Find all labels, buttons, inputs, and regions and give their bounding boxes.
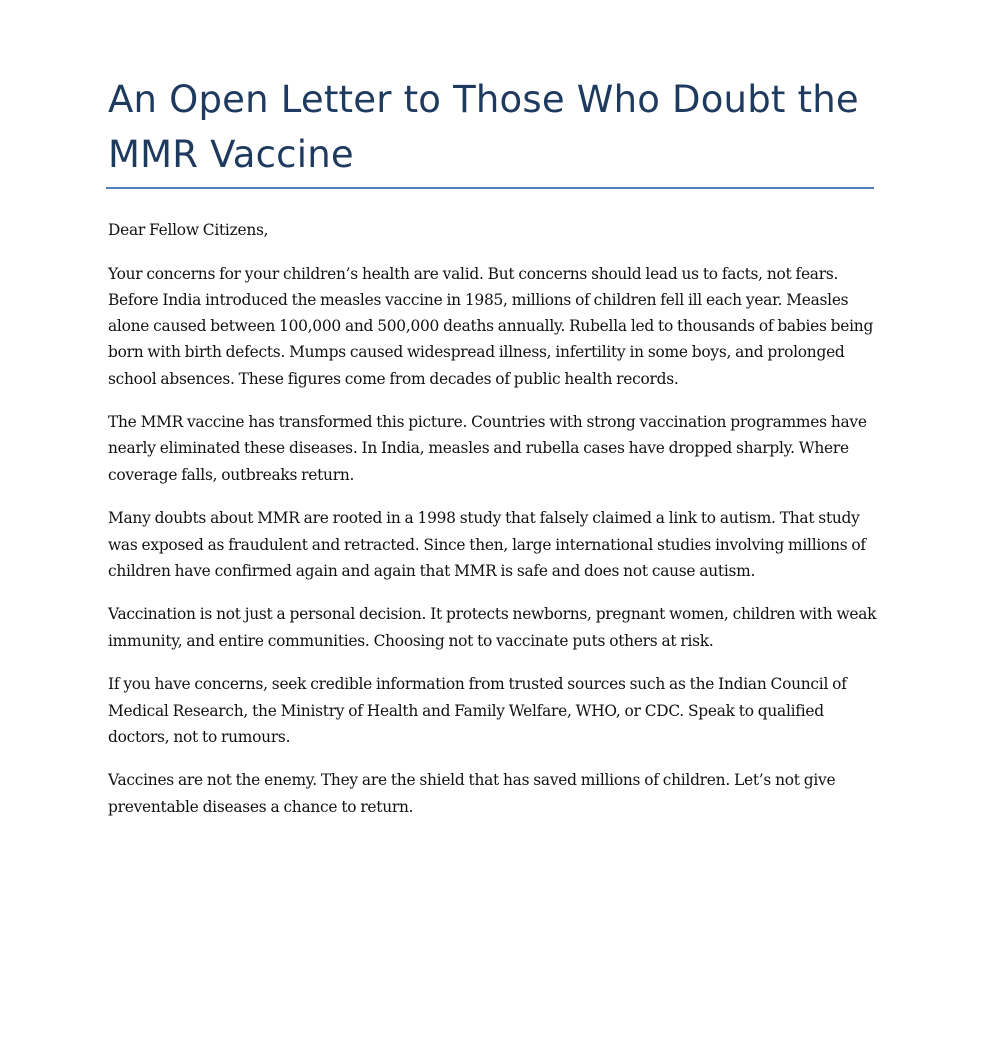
paragraph: Vaccination is not just a personal decision. It protects newborns, pregnant women, children with weak immunity, and entire communities. Choosing not to vaccinate puts others at risk. xyxy=(108,605,877,650)
paragraph: Many doubts about MMR are rooted in a 1998 study that falsely claimed a link to autism. That study was exposed as fraudulent and retracted. Since then, large international studies involving millions of children have confirmed again and again that MMR is safe and does not cause autism. xyxy=(108,509,866,580)
paragraph: Vaccines are not the enemy. They are the shield that has saved millions of children. Let’s not give preventable diseases a chance to return. xyxy=(108,771,836,816)
title-underline-rule xyxy=(106,187,874,189)
paragraph: Your concerns for your children’s health are valid. But concerns should lead us to facts, not fears. Before India introduced the measles vaccine in 1985, millions of children fell ill each year. Measles alone caused between 100,000 and 500,000 deaths annually. Rubella led to thousands of babies being born with birth defects. Mumps caused widespread illness, infertility in some boys, and prolonged school absences. These figures come from decades of public health records. xyxy=(108,264,874,388)
letter-body xyxy=(108,217,878,837)
paragraph: If you have concerns, seek credible information from trusted sources such as the Indian Council of Medical Research, the Ministry of Health and Family Welfare, WHO, or CDC. Speak to qualified doctors, not to rumours. xyxy=(108,675,847,746)
salutation: Dear Fellow Citizens, xyxy=(108,221,269,239)
paragraph: The MMR vaccine has transformed this picture. Countries with strong vaccination programmes have nearly eliminated these diseases. In India, measles and rubella cases have dropped sharply. Where coverage falls, outbreaks return. xyxy=(108,413,867,484)
document-title: An Open Letter to Those Who Doubt the MMR Vaccine xyxy=(108,78,859,176)
